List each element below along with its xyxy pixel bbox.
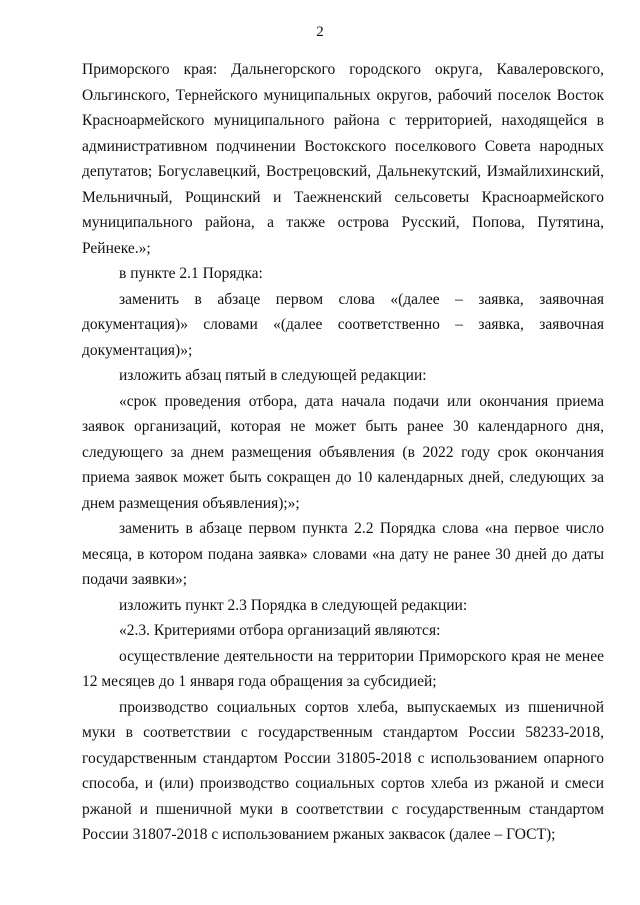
paragraph: заменить в абзаце первом пункта 2.2 Порядка слова «на первое число месяца, в котором подана заявка» словами «на дату не ранее 30 дней до даты подачи заявки»; bbox=[82, 520, 604, 588]
paragraph: «2.3. Критериями отбора организаций являются: bbox=[119, 622, 441, 639]
paragraph: заменить в абзаце первом слова «(далее – заявка, заявочная документация)» словами «(далее соответственно – заявка, заявочная документация)»; bbox=[82, 290, 604, 359]
paragraph: изложить абзац пятый в следующей редакции: bbox=[119, 367, 427, 384]
page-number: 2 bbox=[316, 24, 324, 40]
document-body bbox=[82, 57, 604, 848]
paragraph: изложить пункт 2.3 Порядка в следующей редакции: bbox=[119, 596, 468, 614]
paragraph: в пункте 2.1 Порядка: bbox=[119, 265, 263, 282]
paragraph: осуществление деятельности на территории Приморского края не менее 12 месяцев до 1 января года обращения за субсидией; bbox=[82, 647, 604, 690]
paragraph: производство социальных сортов хлеба, выпускаемых из пшеничной муки в соответствии с государственным стандартом России 58233-2018, государственным стандартом России 31805-2018 с использованием опарного способа, и (или) производство социальных сортов хлеба из ржаной и смеси ржаной и пшеничной муки в соответствии с государственным стандартом России 31807-2018 с использованием ржаных заквасок (далее – ГОСТ); bbox=[82, 698, 604, 843]
paragraph: «срок проведения отбора, дата начала подачи или окончания приема заявок организаций, которая не может быть ранее 30 календарного дня, следующего за днем размещения объявления (в 2022 году срок окончания приема заявок может быть сокращен до 10 календарных дней, следующих за днем размещения объявления);»; bbox=[82, 392, 604, 512]
paragraph: Приморского края: Дальнегорского городского округа, Кавалеровского, Ольгинского, Тернейского муниципальных округов, рабочий поселок Восток Красноармейского муниципального района с территорией, находящейся в административном подчинении Востокского поселкового Совета народных депутатов; Богуславецкий, Вострецовский, Дальнекутский, Измайлихинский, Мельничный, Рощинский и Таежненский сельсоветы Красноармейского муниципального района, а также острова Русский, Попова, Путятина, Рейнеке.»; bbox=[82, 61, 604, 257]
